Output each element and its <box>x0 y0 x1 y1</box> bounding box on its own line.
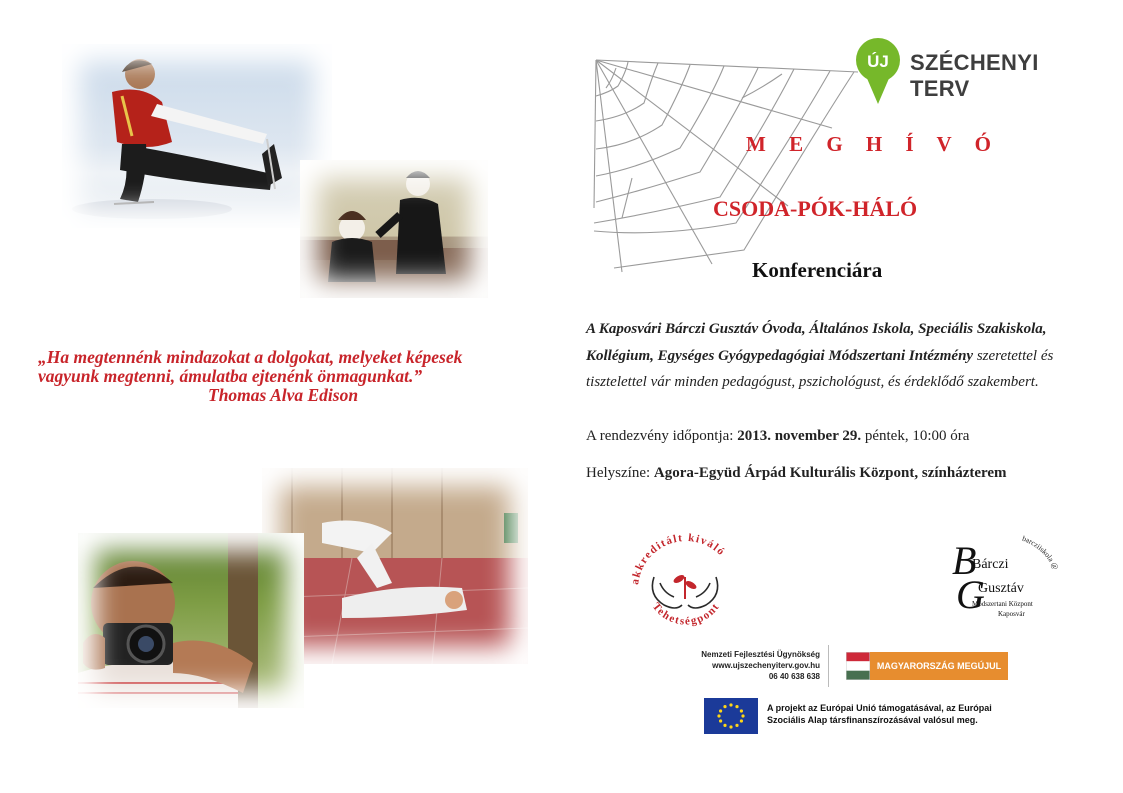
eu-line-1: A projekt az Európai Unió támogatásával, az Európai <box>767 703 992 713</box>
nfu-url: www.ujszechenyiterv.gov.hu <box>712 661 820 670</box>
quote-author: Thomas Alva Edison <box>208 385 359 405</box>
body-line-2-rest: szeretettel és <box>973 347 1054 364</box>
barczi-g-letter: G <box>956 572 985 617</box>
date-label: A rendezvény időpontja: <box>586 428 738 444</box>
sprout-icon <box>672 573 697 599</box>
logo-name: SZÉCHENYI TERV <box>910 50 1039 101</box>
barczi-sub-2: Kaposvár <box>998 610 1025 618</box>
place-label: Helyszíne: <box>586 465 654 481</box>
nfu-divider <box>828 645 829 687</box>
barczi-b-letter: B <box>952 538 977 583</box>
photo-boy-camera <box>78 533 304 708</box>
barczi-gusztav-badge <box>936 520 1066 638</box>
barczi-name-2: Gusztáv <box>978 581 1024 596</box>
barczi-name-1: Bárczi <box>972 557 1009 572</box>
tehetsegpont-badge <box>624 527 746 639</box>
event-date <box>586 428 969 445</box>
host-line-2: Kollégium, Egységes Gyógypedagógiai Módszertani Intézmény <box>586 347 974 364</box>
quote-line-1: „Ha megtennénk mindazokat a dolgokat, melyeket képesek <box>38 347 463 367</box>
barczi-sub-1: Módszertani Központ <box>972 600 1033 608</box>
quote-line-2: vagyunk megtenni, ámulatba ejtenénk önmagunkat.” <box>38 366 423 386</box>
badge-tehetsegpont-text: Tehetségpont <box>649 600 723 628</box>
spider-web-icon <box>592 58 862 278</box>
svg-text:Tehetségpont <box>650 601 723 628</box>
nfu-text <box>701 649 820 682</box>
hungarian-flag-icon <box>846 652 870 680</box>
date-rest: péntek, 10:00 óra <box>861 428 970 444</box>
szechenyi-terv-logo <box>856 36 1096 106</box>
event-subtitle: Konferenciára <box>752 258 883 282</box>
eu-flag-icon <box>704 698 758 734</box>
logo-uj-text: ÚJ <box>867 52 889 71</box>
badge-akkreditalt-text: akkreditált kiváló <box>629 531 728 586</box>
invitation-body <box>586 316 1086 396</box>
nfu-banner <box>700 645 1010 687</box>
eu-banner <box>704 698 1004 734</box>
host-line-1: A Kaposvári Bárczi Gusztáv Óvoda, Általános Iskola, Speciális Szakiskola, <box>586 321 1047 337</box>
map-pin-icon <box>856 36 906 106</box>
barczi-email-text: barcziiskola @ <box>1021 533 1061 571</box>
megujul-label: MAGYARORSZÁG MEGÚJUL <box>870 652 1008 680</box>
edison-quote <box>38 348 508 405</box>
nfu-line-1: Nemzeti Fejlesztési Ügynökség <box>701 650 820 659</box>
place-value: Agora-Együd Árpád Kulturális Központ, színházterem <box>653 465 1007 481</box>
eu-text <box>767 702 992 726</box>
photo-ice-skater <box>62 44 332 228</box>
nfu-phone: 06 40 638 638 <box>768 672 820 681</box>
event-name: CSODA-PÓK-HÁLÓ <box>713 196 918 221</box>
body-line-3: tisztelettel vár minden pedagógust, pszichológust, és érdeklődő szakembert. <box>586 374 1039 390</box>
photo-mimes <box>300 160 488 298</box>
date-value: 2013. november 29. <box>737 428 862 444</box>
invitation-title: M E G H Í V Ó <box>746 132 1000 156</box>
event-place <box>586 465 1007 482</box>
eu-line-2: Szociális Alap társfinanszírozásával valósul meg. <box>767 715 978 725</box>
